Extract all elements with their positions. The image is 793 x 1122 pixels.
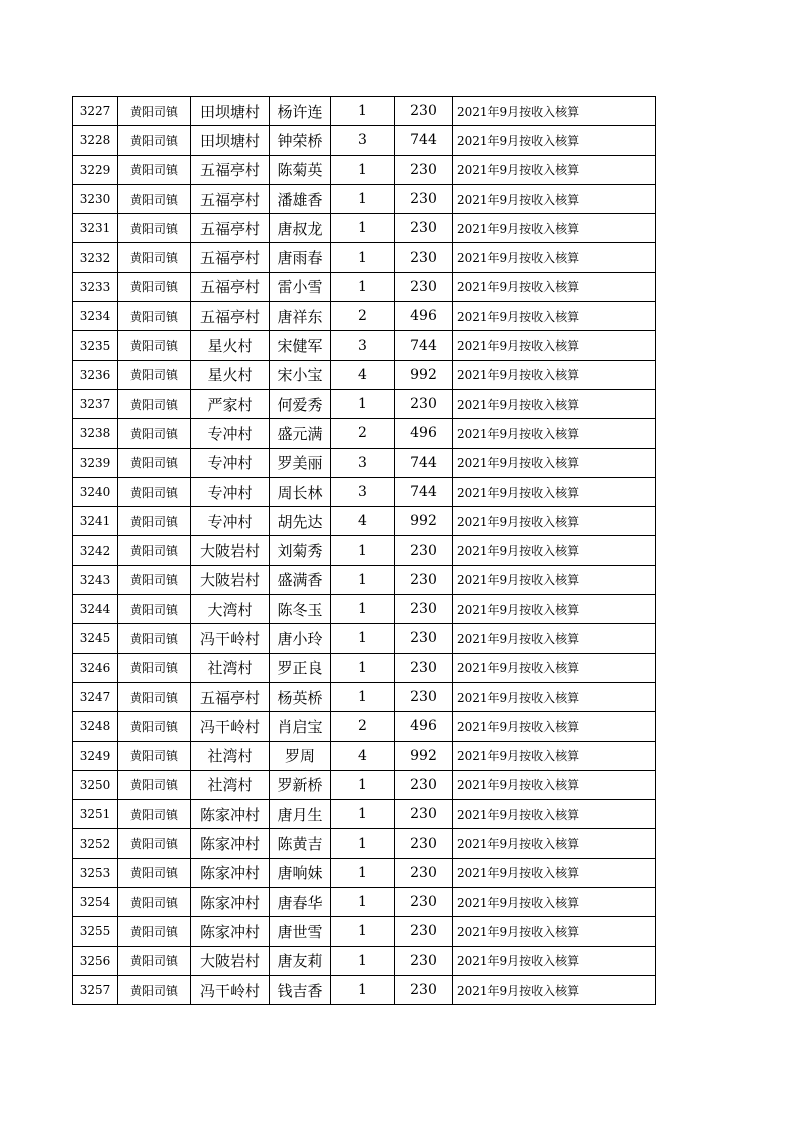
village-cell: 星火村 [191, 360, 270, 389]
person-name-cell: 陈黄吉 [270, 829, 331, 858]
household-count-cell: 2 [331, 419, 395, 448]
note-cell: 2021年9月按收入核算 [453, 477, 656, 506]
town-cell: 黄阳司镇 [118, 331, 191, 360]
town-cell: 黄阳司镇 [118, 155, 191, 184]
village-cell: 社湾村 [191, 770, 270, 799]
town-cell: 黄阳司镇 [118, 741, 191, 770]
record-id-cell: 3257 [73, 975, 118, 1004]
table-row [73, 302, 656, 331]
person-name-cell: 唐友莉 [270, 946, 331, 975]
note-cell: 2021年9月按收入核算 [453, 448, 656, 477]
town-cell: 黄阳司镇 [118, 214, 191, 243]
record-id-cell: 3248 [73, 712, 118, 741]
note-cell: 2021年9月按收入核算 [453, 565, 656, 594]
table-row [73, 858, 656, 887]
note-cell: 2021年9月按收入核算 [453, 829, 656, 858]
household-count-cell: 1 [331, 653, 395, 682]
table-row [73, 800, 656, 829]
person-name-cell: 陈菊英 [270, 155, 331, 184]
note-cell: 2021年9月按收入核算 [453, 272, 656, 301]
person-name-cell: 宋健军 [270, 331, 331, 360]
record-id-cell: 3253 [73, 858, 118, 887]
table-row [73, 477, 656, 506]
person-name-cell: 罗正良 [270, 653, 331, 682]
note-cell: 2021年9月按收入核算 [453, 624, 656, 653]
village-cell: 冯干岭村 [191, 712, 270, 741]
household-count-cell: 1 [331, 858, 395, 887]
household-count-cell: 1 [331, 243, 395, 272]
amount-cell: 230 [395, 975, 453, 1004]
household-count-cell: 1 [331, 800, 395, 829]
table-row [73, 419, 656, 448]
town-cell: 黄阳司镇 [118, 272, 191, 301]
village-cell: 专冲村 [191, 448, 270, 477]
village-cell: 田坝塘村 [191, 97, 270, 126]
table-row [73, 272, 656, 301]
note-cell: 2021年9月按收入核算 [453, 858, 656, 887]
town-cell: 黄阳司镇 [118, 243, 191, 272]
household-count-cell: 1 [331, 917, 395, 946]
household-count-cell: 4 [331, 507, 395, 536]
table-row [73, 682, 656, 711]
record-id-cell: 3239 [73, 448, 118, 477]
table-row [73, 389, 656, 418]
village-cell: 五福亭村 [191, 682, 270, 711]
village-cell: 大陂岩村 [191, 565, 270, 594]
town-cell: 黄阳司镇 [118, 360, 191, 389]
note-cell: 2021年9月按收入核算 [453, 653, 656, 682]
amount-cell: 992 [395, 360, 453, 389]
household-count-cell: 1 [331, 97, 395, 126]
household-count-cell: 1 [331, 595, 395, 624]
village-cell: 社湾村 [191, 741, 270, 770]
household-count-cell: 1 [331, 184, 395, 213]
record-id-cell: 3251 [73, 800, 118, 829]
village-cell: 田坝塘村 [191, 126, 270, 155]
town-cell: 黄阳司镇 [118, 858, 191, 887]
village-cell: 专冲村 [191, 477, 270, 506]
person-name-cell: 唐月生 [270, 800, 331, 829]
note-cell: 2021年9月按收入核算 [453, 214, 656, 243]
table-row [73, 97, 656, 126]
town-cell: 黄阳司镇 [118, 653, 191, 682]
record-id-cell: 3242 [73, 536, 118, 565]
town-cell: 黄阳司镇 [118, 946, 191, 975]
note-cell: 2021年9月按收入核算 [453, 975, 656, 1004]
table-row [73, 126, 656, 155]
record-id-cell: 3238 [73, 419, 118, 448]
table-row [73, 448, 656, 477]
table-row [73, 331, 656, 360]
amount-cell: 496 [395, 302, 453, 331]
record-id-cell: 3247 [73, 682, 118, 711]
record-id-cell: 3234 [73, 302, 118, 331]
amount-cell: 230 [395, 272, 453, 301]
household-count-cell: 1 [331, 155, 395, 184]
record-id-cell: 3245 [73, 624, 118, 653]
town-cell: 黄阳司镇 [118, 448, 191, 477]
amount-cell: 230 [395, 595, 453, 624]
note-cell: 2021年9月按收入核算 [453, 917, 656, 946]
note-cell: 2021年9月按收入核算 [453, 536, 656, 565]
person-name-cell: 钱吉香 [270, 975, 331, 1004]
town-cell: 黄阳司镇 [118, 184, 191, 213]
amount-cell: 230 [395, 243, 453, 272]
record-id-cell: 3243 [73, 565, 118, 594]
household-count-cell: 1 [331, 214, 395, 243]
records-table-body [73, 97, 656, 1005]
household-count-cell: 1 [331, 888, 395, 917]
table-row [73, 624, 656, 653]
table-row [73, 712, 656, 741]
town-cell: 黄阳司镇 [118, 682, 191, 711]
amount-cell: 230 [395, 155, 453, 184]
note-cell: 2021年9月按收入核算 [453, 712, 656, 741]
household-count-cell: 4 [331, 360, 395, 389]
person-name-cell: 杨许连 [270, 97, 331, 126]
note-cell: 2021年9月按收入核算 [453, 419, 656, 448]
town-cell: 黄阳司镇 [118, 126, 191, 155]
table-row [73, 565, 656, 594]
record-id-cell: 3233 [73, 272, 118, 301]
town-cell: 黄阳司镇 [118, 97, 191, 126]
record-id-cell: 3237 [73, 389, 118, 418]
note-cell: 2021年9月按收入核算 [453, 800, 656, 829]
person-name-cell: 陈冬玉 [270, 595, 331, 624]
records-table [72, 96, 656, 1005]
person-name-cell: 唐雨春 [270, 243, 331, 272]
household-count-cell: 1 [331, 389, 395, 418]
person-name-cell: 潘雄香 [270, 184, 331, 213]
table-row [73, 595, 656, 624]
person-name-cell: 肖启宝 [270, 712, 331, 741]
household-count-cell: 2 [331, 712, 395, 741]
town-cell: 黄阳司镇 [118, 624, 191, 653]
household-count-cell: 3 [331, 126, 395, 155]
table-row [73, 946, 656, 975]
village-cell: 专冲村 [191, 419, 270, 448]
town-cell: 黄阳司镇 [118, 507, 191, 536]
amount-cell: 744 [395, 477, 453, 506]
amount-cell: 230 [395, 858, 453, 887]
amount-cell: 230 [395, 565, 453, 594]
person-name-cell: 罗周 [270, 741, 331, 770]
note-cell: 2021年9月按收入核算 [453, 97, 656, 126]
amount-cell: 230 [395, 536, 453, 565]
record-id-cell: 3230 [73, 184, 118, 213]
record-id-cell: 3227 [73, 97, 118, 126]
town-cell: 黄阳司镇 [118, 829, 191, 858]
record-id-cell: 3236 [73, 360, 118, 389]
village-cell: 五福亭村 [191, 302, 270, 331]
record-id-cell: 3232 [73, 243, 118, 272]
record-id-cell: 3256 [73, 946, 118, 975]
person-name-cell: 刘菊秀 [270, 536, 331, 565]
record-id-cell: 3252 [73, 829, 118, 858]
person-name-cell: 盛元满 [270, 419, 331, 448]
amount-cell: 230 [395, 770, 453, 799]
town-cell: 黄阳司镇 [118, 419, 191, 448]
town-cell: 黄阳司镇 [118, 975, 191, 1004]
household-count-cell: 1 [331, 770, 395, 799]
person-name-cell: 唐春华 [270, 888, 331, 917]
note-cell: 2021年9月按收入核算 [453, 243, 656, 272]
town-cell: 黄阳司镇 [118, 770, 191, 799]
record-id-cell: 3228 [73, 126, 118, 155]
village-cell: 严家村 [191, 389, 270, 418]
person-name-cell: 雷小雪 [270, 272, 331, 301]
village-cell: 五福亭村 [191, 155, 270, 184]
village-cell: 陈家冲村 [191, 888, 270, 917]
person-name-cell: 何爱秀 [270, 389, 331, 418]
amount-cell: 230 [395, 389, 453, 418]
table-row [73, 770, 656, 799]
amount-cell: 230 [395, 214, 453, 243]
town-cell: 黄阳司镇 [118, 800, 191, 829]
village-cell: 五福亭村 [191, 184, 270, 213]
town-cell: 黄阳司镇 [118, 712, 191, 741]
table-row [73, 888, 656, 917]
village-cell: 大陂岩村 [191, 946, 270, 975]
town-cell: 黄阳司镇 [118, 595, 191, 624]
amount-cell: 744 [395, 331, 453, 360]
table-row [73, 829, 656, 858]
amount-cell: 230 [395, 800, 453, 829]
record-id-cell: 3250 [73, 770, 118, 799]
record-id-cell: 3255 [73, 917, 118, 946]
village-cell: 社湾村 [191, 653, 270, 682]
household-count-cell: 1 [331, 536, 395, 565]
record-id-cell: 3229 [73, 155, 118, 184]
household-count-cell: 1 [331, 975, 395, 1004]
person-name-cell: 唐响妹 [270, 858, 331, 887]
record-id-cell: 3240 [73, 477, 118, 506]
person-name-cell: 唐小玲 [270, 624, 331, 653]
village-cell: 大陂岩村 [191, 536, 270, 565]
note-cell: 2021年9月按收入核算 [453, 682, 656, 711]
person-name-cell: 盛满香 [270, 565, 331, 594]
amount-cell: 230 [395, 829, 453, 858]
note-cell: 2021年9月按收入核算 [453, 126, 656, 155]
record-id-cell: 3231 [73, 214, 118, 243]
amount-cell: 496 [395, 712, 453, 741]
village-cell: 陈家冲村 [191, 829, 270, 858]
village-cell: 冯干岭村 [191, 624, 270, 653]
table-row [73, 214, 656, 243]
person-name-cell: 唐世雪 [270, 917, 331, 946]
town-cell: 黄阳司镇 [118, 477, 191, 506]
note-cell: 2021年9月按收入核算 [453, 507, 656, 536]
household-count-cell: 3 [331, 331, 395, 360]
village-cell: 五福亭村 [191, 272, 270, 301]
note-cell: 2021年9月按收入核算 [453, 155, 656, 184]
amount-cell: 744 [395, 448, 453, 477]
household-count-cell: 1 [331, 946, 395, 975]
person-name-cell: 钟荣桥 [270, 126, 331, 155]
household-count-cell: 3 [331, 477, 395, 506]
table-row [73, 975, 656, 1004]
person-name-cell: 罗新桥 [270, 770, 331, 799]
village-cell: 五福亭村 [191, 243, 270, 272]
town-cell: 黄阳司镇 [118, 389, 191, 418]
amount-cell: 230 [395, 682, 453, 711]
amount-cell: 230 [395, 917, 453, 946]
note-cell: 2021年9月按收入核算 [453, 888, 656, 917]
amount-cell: 230 [395, 653, 453, 682]
table-row [73, 184, 656, 213]
note-cell: 2021年9月按收入核算 [453, 389, 656, 418]
table-row [73, 360, 656, 389]
household-count-cell: 2 [331, 302, 395, 331]
town-cell: 黄阳司镇 [118, 302, 191, 331]
amount-cell: 230 [395, 97, 453, 126]
note-cell: 2021年9月按收入核算 [453, 595, 656, 624]
household-count-cell: 4 [331, 741, 395, 770]
household-count-cell: 1 [331, 829, 395, 858]
village-cell: 陈家冲村 [191, 917, 270, 946]
town-cell: 黄阳司镇 [118, 888, 191, 917]
village-cell: 陈家冲村 [191, 858, 270, 887]
village-cell: 冯干岭村 [191, 975, 270, 1004]
table-row [73, 653, 656, 682]
village-cell: 星火村 [191, 331, 270, 360]
note-cell: 2021年9月按收入核算 [453, 360, 656, 389]
household-count-cell: 1 [331, 624, 395, 653]
person-name-cell: 罗美丽 [270, 448, 331, 477]
amount-cell: 230 [395, 624, 453, 653]
town-cell: 黄阳司镇 [118, 536, 191, 565]
village-cell: 陈家冲村 [191, 800, 270, 829]
village-cell: 大湾村 [191, 595, 270, 624]
village-cell: 专冲村 [191, 507, 270, 536]
table-row [73, 536, 656, 565]
person-name-cell: 周长林 [270, 477, 331, 506]
person-name-cell: 唐祥东 [270, 302, 331, 331]
household-count-cell: 1 [331, 565, 395, 594]
record-id-cell: 3246 [73, 653, 118, 682]
person-name-cell: 宋小宝 [270, 360, 331, 389]
note-cell: 2021年9月按收入核算 [453, 331, 656, 360]
amount-cell: 230 [395, 888, 453, 917]
note-cell: 2021年9月按收入核算 [453, 302, 656, 331]
person-name-cell: 杨英桥 [270, 682, 331, 711]
amount-cell: 230 [395, 184, 453, 213]
amount-cell: 496 [395, 419, 453, 448]
record-id-cell: 3241 [73, 507, 118, 536]
note-cell: 2021年9月按收入核算 [453, 184, 656, 213]
table-row [73, 917, 656, 946]
town-cell: 黄阳司镇 [118, 917, 191, 946]
household-count-cell: 1 [331, 682, 395, 711]
table-row [73, 507, 656, 536]
amount-cell: 992 [395, 507, 453, 536]
town-cell: 黄阳司镇 [118, 565, 191, 594]
record-id-cell: 3235 [73, 331, 118, 360]
household-count-cell: 3 [331, 448, 395, 477]
table-row [73, 741, 656, 770]
amount-cell: 230 [395, 946, 453, 975]
table-row [73, 155, 656, 184]
record-id-cell: 3254 [73, 888, 118, 917]
table-row [73, 243, 656, 272]
note-cell: 2021年9月按收入核算 [453, 946, 656, 975]
village-cell: 五福亭村 [191, 214, 270, 243]
amount-cell: 992 [395, 741, 453, 770]
note-cell: 2021年9月按收入核算 [453, 741, 656, 770]
amount-cell: 744 [395, 126, 453, 155]
person-name-cell: 胡先达 [270, 507, 331, 536]
note-cell: 2021年9月按收入核算 [453, 770, 656, 799]
record-id-cell: 3244 [73, 595, 118, 624]
person-name-cell: 唐叔龙 [270, 214, 331, 243]
record-id-cell: 3249 [73, 741, 118, 770]
household-count-cell: 1 [331, 272, 395, 301]
